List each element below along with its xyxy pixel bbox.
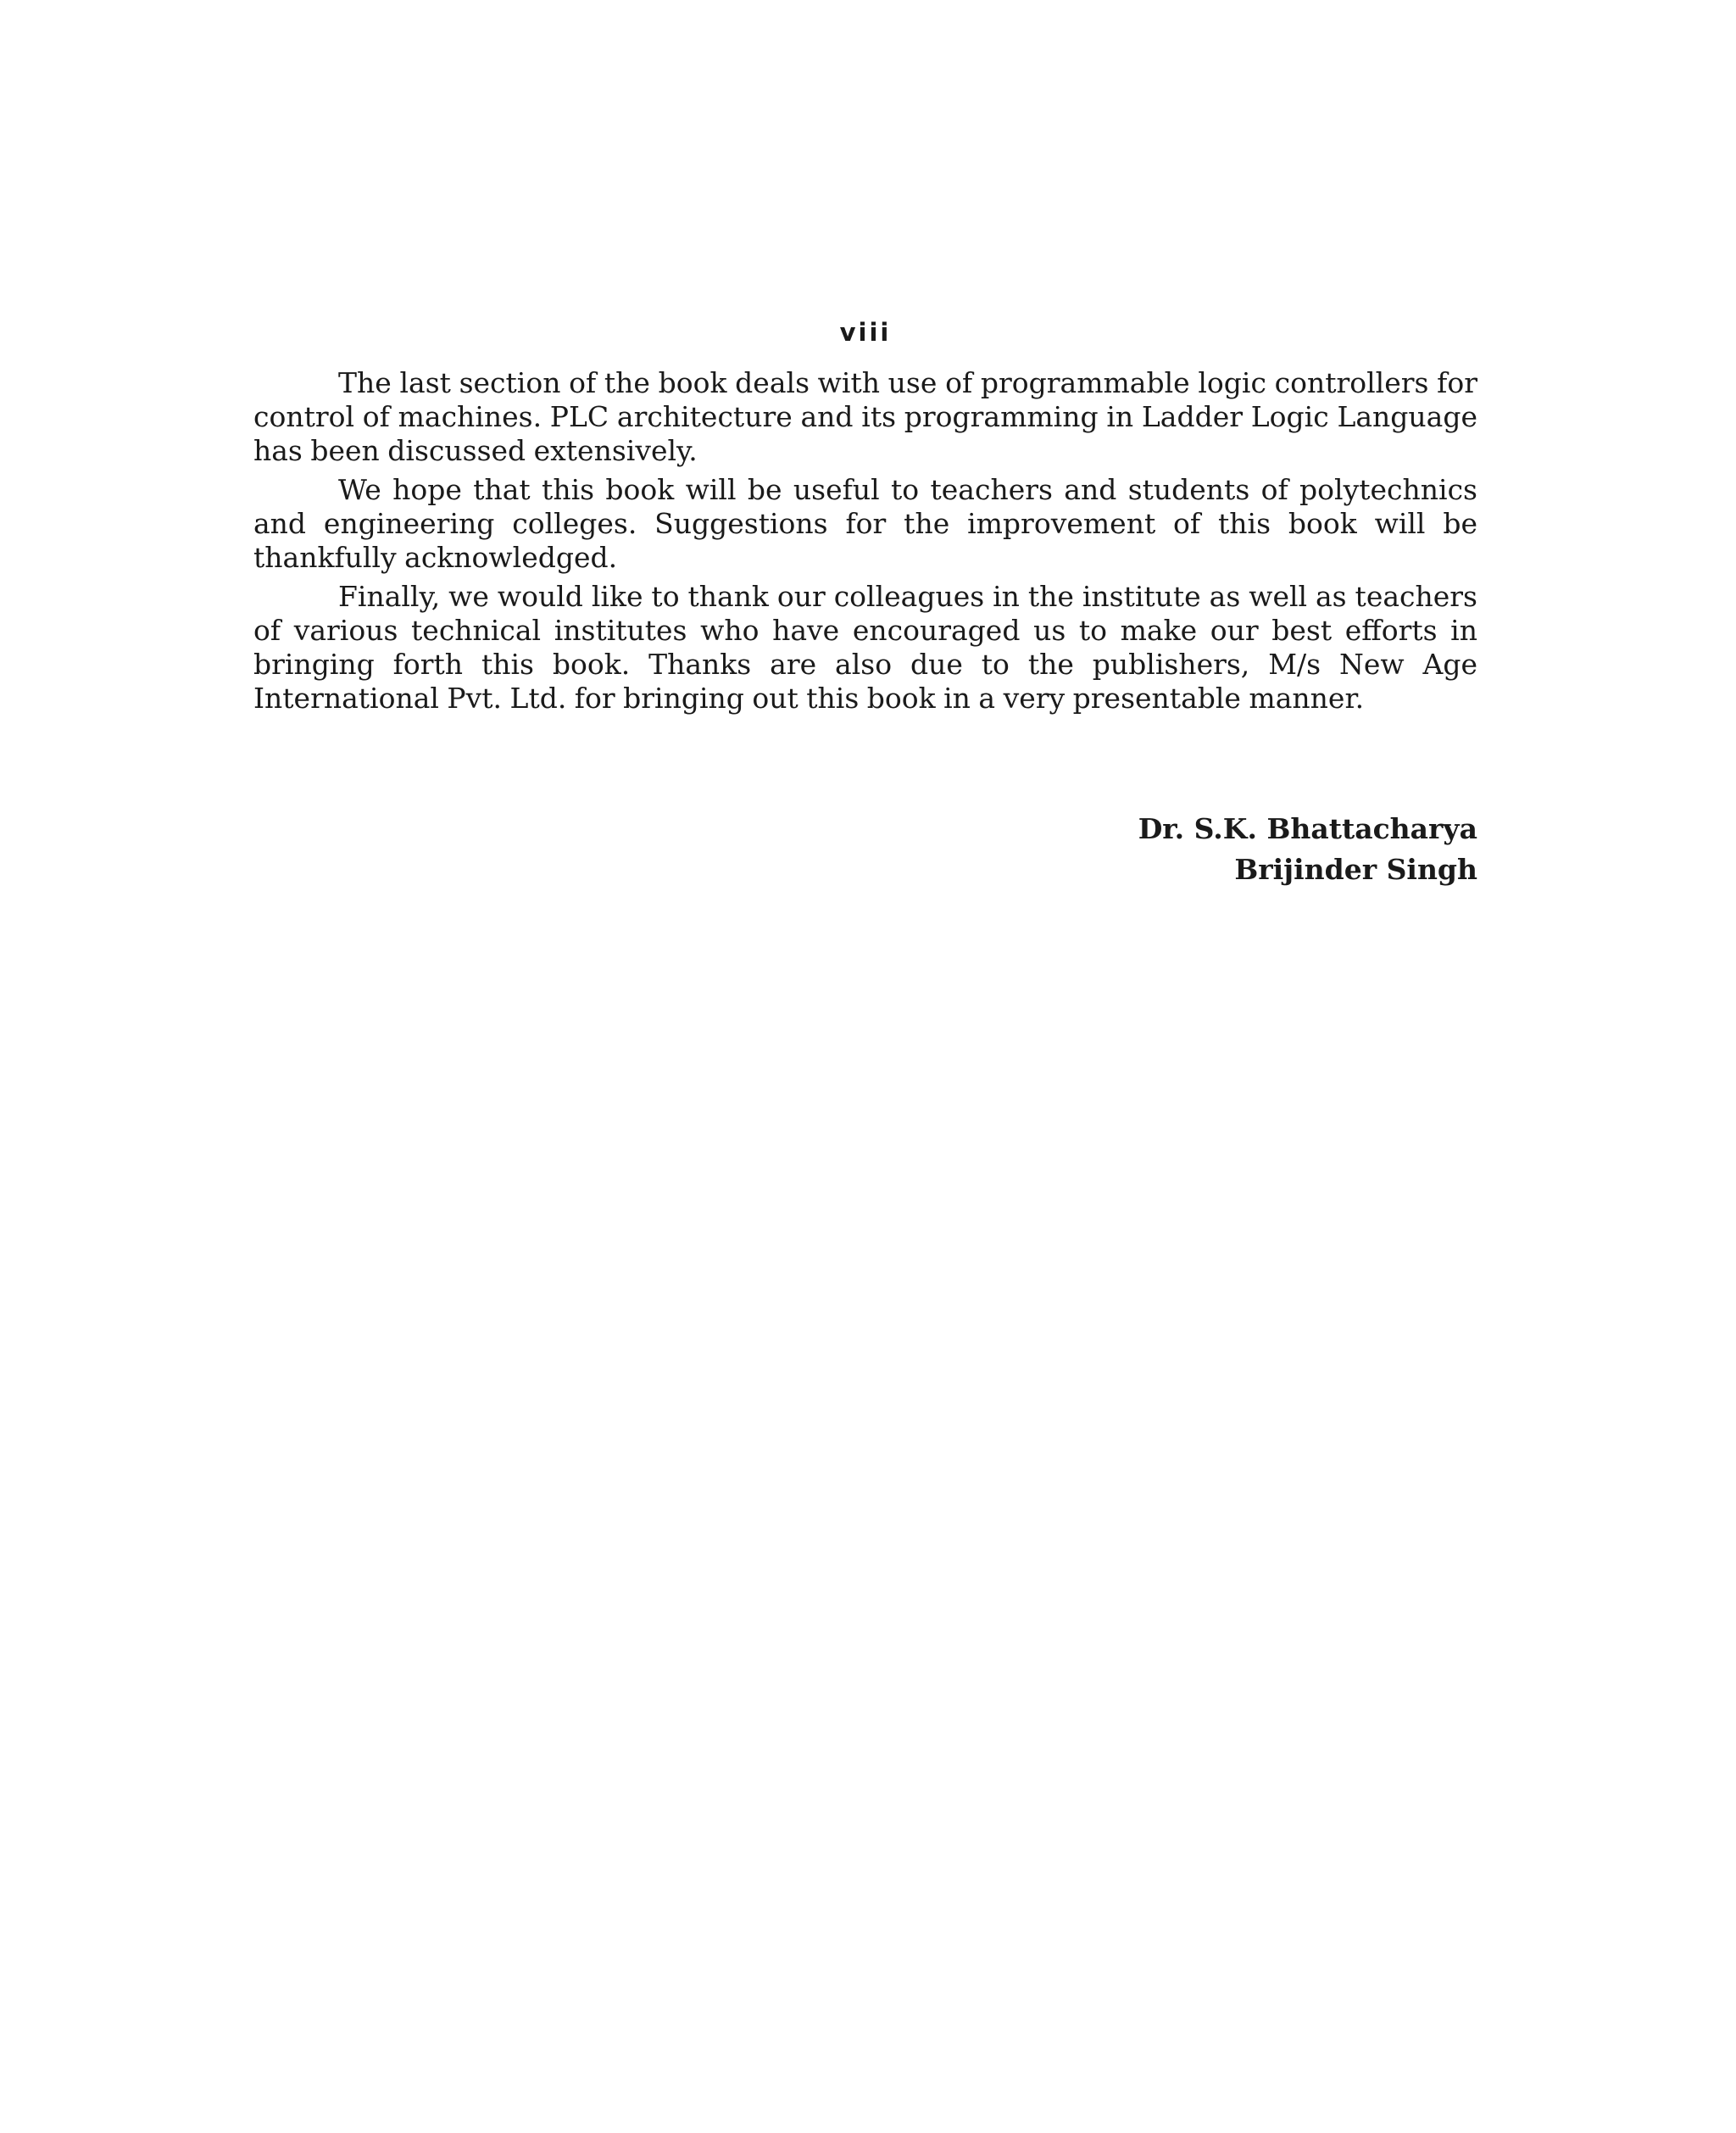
author-name: Brijinder Singh: [1234, 853, 1477, 886]
document-page: [253, 315, 1477, 890]
preface-body: [253, 366, 1477, 716]
page-number: viii: [839, 318, 892, 347]
author-name: Dr. S.K. Bhattacharya: [1138, 812, 1477, 845]
paragraph-acknowledgement: Finally, we would like to thank our colleagues in the institute as well as teachers of various technical institutes who have encouraged us to make our best efforts in bringing forth this book. Thanks are also due to the publishers, M/s New Age International Pvt. Ltd. for bringing out this book in a very presentable manner.: [253, 580, 1477, 715]
signature-block: [253, 809, 1477, 890]
paragraph-plc-section: The last section of the book deals with use of programmable logic controllers for control of machines. PLC architecture and its programming in Ladder Logic Language has been discussed extensively.: [253, 366, 1477, 467]
paragraph-hope: We hope that this book will be useful to teachers and students of polytechnics and engineering colleges. Suggestions for the improvement of this book will be thankfully acknowledged.: [253, 473, 1477, 574]
